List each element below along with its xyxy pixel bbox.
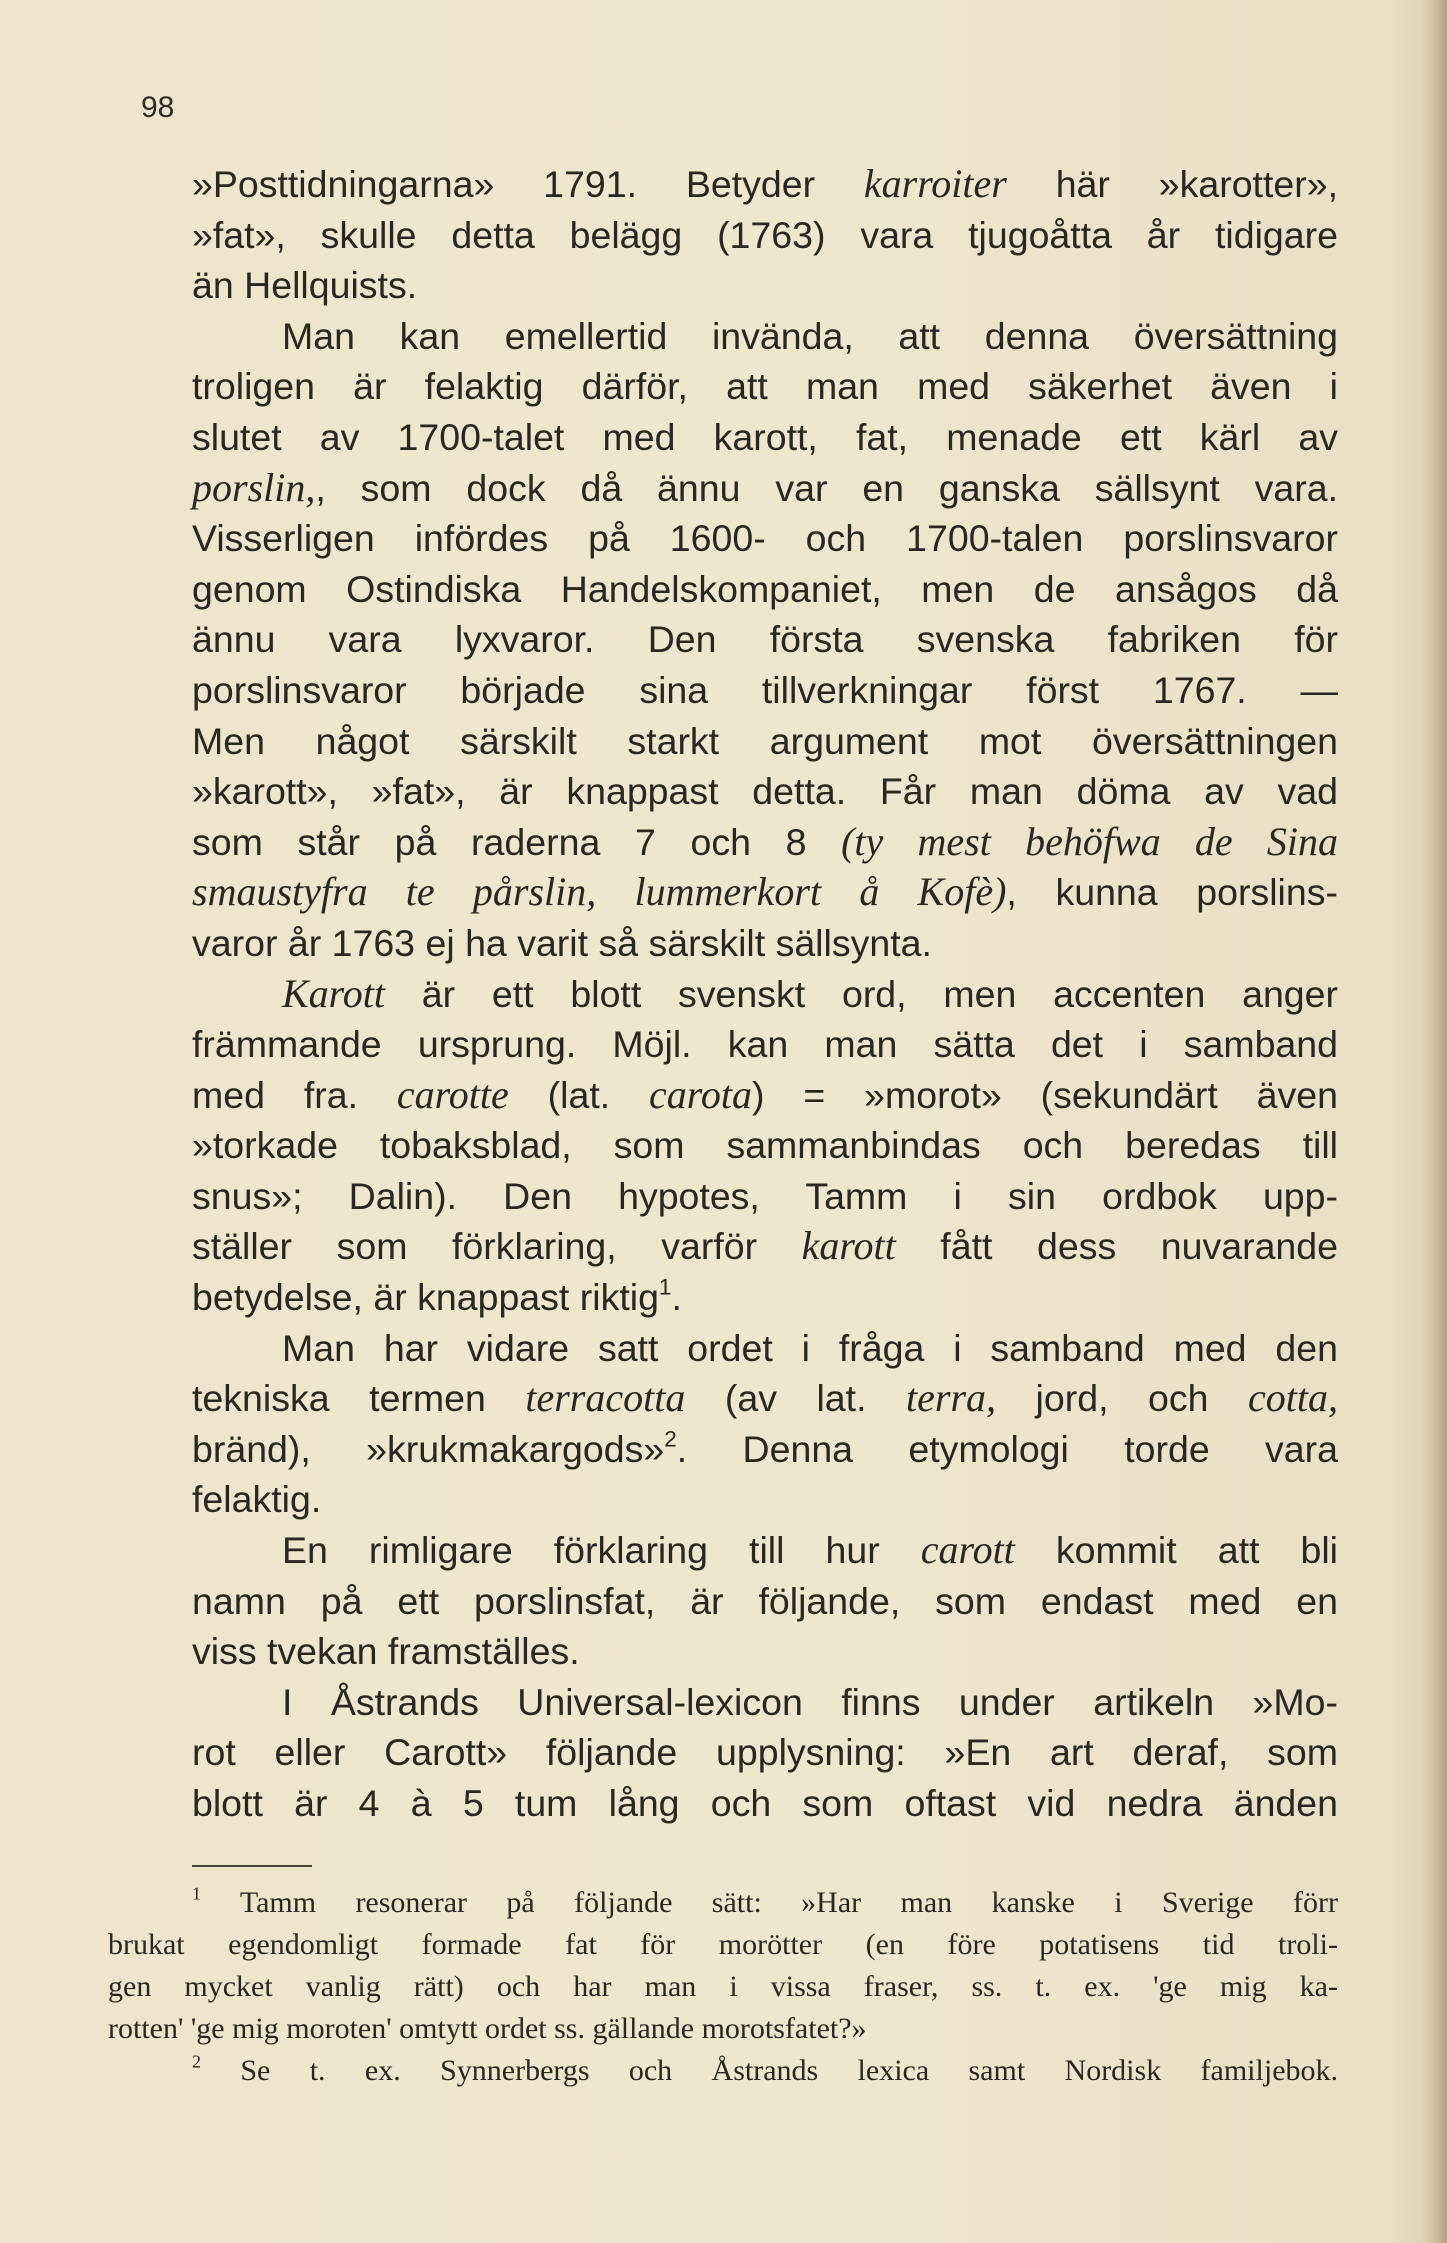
text-line-5: troligen är felaktig därför, att man med säkerhet även i — [192, 365, 1338, 408]
line-28-start: En rimligare förklaring till hur — [282, 1529, 921, 1572]
italic-cotta: cotta, — [1248, 1375, 1339, 1421]
italic-carota: carota — [649, 1071, 752, 1117]
footnote-ref-1: 1 — [658, 1274, 672, 1300]
body-text — [192, 159, 1338, 1829]
text-line-15 — [192, 867, 1338, 918]
text-line-27: felaktig. — [192, 1478, 322, 1521]
text-line-30: viss tvekan framställes. — [192, 1630, 580, 1673]
footnote-1-line-3: gen mycket vanlig rätt) och har man i vissa fraser, ss. t. ex. 'ge mig ka- — [108, 1970, 1338, 2003]
line-1-end: här »karotter», — [1006, 163, 1338, 205]
italic-carotte: carotte — [396, 1071, 509, 1117]
text-line-4: Man kan emellertid invända, att denna översättning — [282, 314, 1338, 357]
text-line-28 — [192, 1525, 1338, 1576]
line-14-start: som står på raderna 7 och 8 — [192, 820, 842, 863]
text-line-26 — [192, 1424, 1338, 1475]
line-23-text: betydelse, är knappast riktig — [192, 1276, 659, 1319]
line-19-lat: (lat. — [508, 1073, 650, 1116]
line-23-period: . — [671, 1276, 682, 1319]
line-25-start: tekniska termen — [192, 1377, 526, 1420]
text-line-25 — [192, 1373, 1338, 1424]
line-26-end: . Denna etymologi torde vara — [676, 1427, 1338, 1470]
text-line-33: blott är 4 à 5 tum lång och som oftast vid nedra änden — [192, 1782, 1338, 1824]
text-line-1 — [192, 159, 1338, 210]
text-line-9: genom Ostindiska Handelskompaniet, men de ansågos då — [192, 567, 1338, 610]
italic-karott: Karott — [282, 970, 385, 1016]
italic-terracotta: terracotta — [525, 1375, 686, 1421]
footnotes — [108, 1882, 1338, 2092]
line-26-start: bränd), »krukmakargods» — [192, 1427, 665, 1470]
footnote-2-line-1 — [108, 2050, 1338, 2092]
text-line-32: rot eller Carott» följande upplysning: »En art deraf, som — [192, 1731, 1338, 1774]
footnote-1-line-2: brukat egendomligt formade fat för morötter (en före potatisens tid troli- — [108, 1928, 1338, 1961]
line-22-end: fått dess nuvarande — [895, 1225, 1338, 1268]
text-line-6: slutet av 1700-talet med karott, fat, menade ett kärl av — [192, 415, 1338, 458]
text-line-2: »fat», skulle detta belägg (1763) vara tjugoåtta år tidigare — [192, 213, 1338, 256]
text-line-19 — [192, 1070, 1338, 1121]
line-25-jord: jord, och — [996, 1377, 1249, 1420]
italic-terra: terra, — [906, 1375, 997, 1421]
text-line-3: än Hellquists. — [192, 264, 418, 307]
page-number: 98 — [141, 91, 175, 124]
line-19-start: med fra. — [192, 1073, 397, 1116]
footnote-2-mark: 2 — [192, 2051, 201, 2072]
line-1-start: »Posttidningarna» 1791. Betyder — [192, 163, 864, 205]
italic-carott: carott — [920, 1527, 1015, 1573]
text-line-22 — [192, 1221, 1338, 1272]
line-28-end: kommit att bli — [1014, 1529, 1338, 1572]
footnote-1-line-4: rotten' 'ge mig moroten' omtytt ordet ss. gällande morotsfatet?» — [108, 2012, 867, 2045]
line-17-end: är ett blott svenskt ord, men accenten anger — [385, 972, 1338, 1015]
footnote-1-mark: 1 — [192, 1883, 201, 1904]
text-line-16: varor år 1763 ej ha varit så särskilt sällsynta. — [192, 921, 932, 964]
text-line-31: I Åstrands Universal-lexicon finns under artikeln »Mo- — [282, 1680, 1338, 1723]
text-line-13: »karott», »fat», är knappast detta. Får man döma av vad — [192, 770, 1338, 813]
text-line-29: namn på ett porslinsfat, är följande, som endast med en — [192, 1579, 1338, 1622]
footnote-1-text-1: Tamm resonerar på följande sätt: »Har man kanske i Sverige förr — [239, 1886, 1338, 1919]
line-22-start: ställer som förklaring, varför — [192, 1225, 802, 1268]
text-line-21: snus»; Dalin). Den hypotes, Tamm i sin ordbok upp- — [192, 1174, 1338, 1217]
italic-karroiter: karroiter — [863, 161, 1007, 206]
text-line-24: Man har vidare satt ordet i fråga i samband med den — [282, 1326, 1338, 1369]
text-line-17 — [192, 969, 1338, 1020]
footnote-divider — [192, 1865, 312, 1867]
text-line-20: »torkade tobaksblad, som sammanbindas och beredas till — [192, 1124, 1338, 1167]
italic-quote-end: smaustyfra te pårslin, lummerkort å Kofè) — [192, 869, 1007, 915]
italic-quote-start: (ty mest behöfwa de Sina — [841, 818, 1338, 864]
italic-karott-lc: karott — [801, 1223, 896, 1269]
text-line-8: Visserligen infördes på 1600- och 1700-talen porslinsvaror — [192, 517, 1338, 560]
line-25-avlat: (av lat. — [685, 1377, 907, 1420]
text-line-18: främmande ursprung. Möjl. kan man sätta det i samband — [192, 1023, 1338, 1066]
footnote-ref-2: 2 — [664, 1426, 677, 1452]
page-spine-shadow — [1421, 0, 1447, 2243]
line-15-end: , kunna porslins- — [1006, 871, 1338, 914]
footnote-2-text: Se t. ex. Synnerbergs och Åstrands lexica samt Nordisk familjebok. — [240, 2054, 1339, 2087]
italic-porslin: porslin, — [192, 464, 316, 510]
text-line-11: porslinsvaror började sina tillverkningar först 1767. — — [192, 668, 1338, 711]
text-line-14 — [192, 817, 1338, 868]
text-line-23 — [192, 1272, 1338, 1323]
footnote-1-line-1 — [108, 1882, 1338, 1924]
text-line-12: Men något särskilt starkt argument mot översättningen — [192, 719, 1338, 762]
text-line-10: ännu vara lyxvaror. Den första svenska fabriken för — [192, 618, 1338, 661]
line-19-end: ) = »morot» (sekundärt även — [752, 1073, 1339, 1116]
line-7-end: , som dock då ännu var en ganska sällsynt vara. — [315, 466, 1338, 509]
text-line-7 — [192, 463, 1338, 514]
